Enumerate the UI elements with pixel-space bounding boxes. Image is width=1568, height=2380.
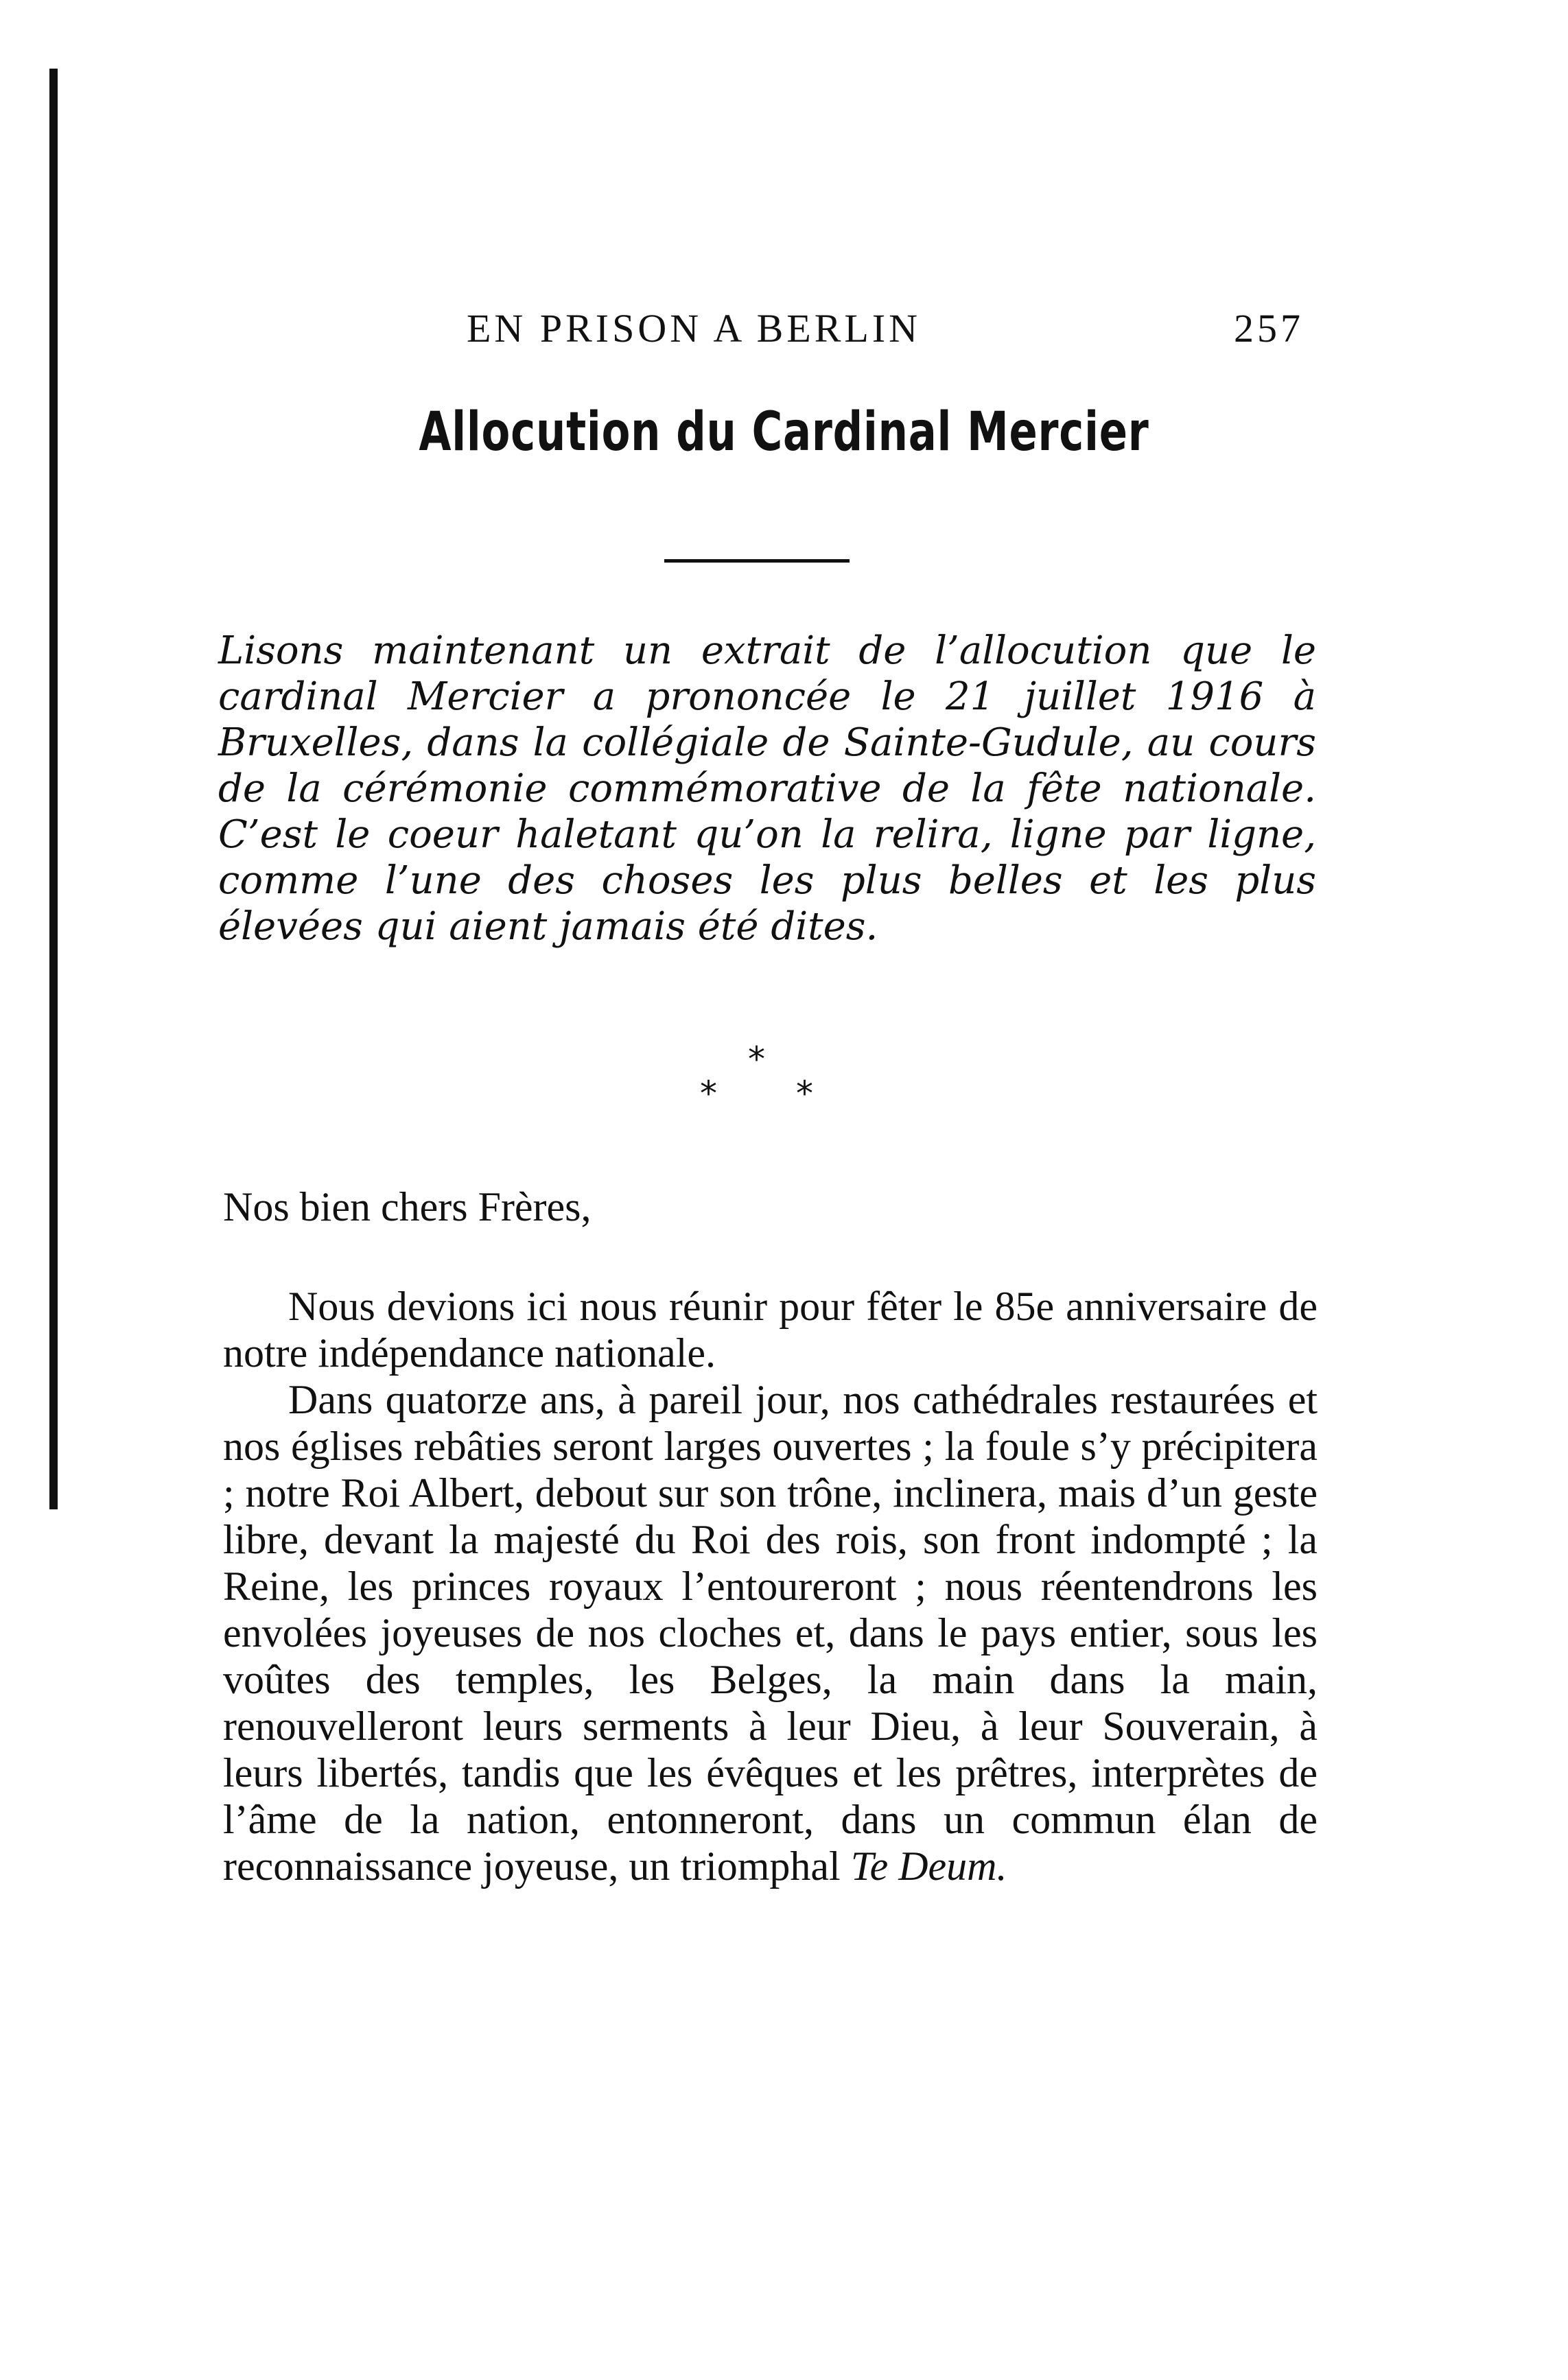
intro-paragraph: Lisons maintenant un extrait de l’allocution que le cardinal Mercier a prononcée le 21 juillet 1916 à Bruxelles, dans la collégiale de Sainte-Gudule, au cours de la cérémonie commémorative de la fête nationale. C’est le coeur haletant qu’on la relira, ligne par ligne, comme l’une des choses les plus belles et les plus élevées qui aient jamais été dites. — [218, 628, 1316, 949]
body-paragraph-1: Nous devions ici nous réunir pour fêter le 85e anniversaire de notre indépendance nationale. — [223, 1284, 1318, 1376]
body-text — [223, 1283, 1318, 1889]
body-paragraph-2-text: Dans quatorze ans, à pareil jour, nos cathédrales restaurées et nos églises rebâties seront larges ouvertes ; la foule s’y précipitera ; notre Roi Albert, debout sur son trône, inclinera, mais d’un geste libre, devant la majesté du Roi des rois, son front indompté ; la Reine, les princes royaux l’entoureront ; nous réentendrons les envolées joyeuses de nos cloches et, dans le pays entier, sous les voûtes des temples, les Belges, la main dans la main, renouvelleront leurs serments à leur Dieu, à leur Souverain, à leurs libertés, tandis que les évêques et les prêtres, interprètes de l’âme de la nation, entonneront, dans un commun élan de reconnaissance joyeuse, un triomphal — [223, 1377, 1318, 1889]
binding-edge — [49, 69, 58, 1509]
salutation: Nos bien chers Frères, — [223, 1184, 592, 1229]
section-title: Allocution du Cardinal Mercier — [419, 401, 1149, 463]
title-rule — [664, 559, 850, 563]
asterism-star-right: * — [796, 1074, 813, 1114]
asterism-star-top: * — [748, 1039, 765, 1079]
body-paragraph-2 — [223, 1376, 1318, 1889]
asterism — [686, 1039, 830, 1129]
running-header — [220, 305, 1304, 360]
running-title: EN PRISON A BERLIN — [467, 306, 922, 351]
page-number: 257 — [1234, 306, 1304, 351]
asterism-star-left: * — [700, 1074, 717, 1114]
te-deum-italic: Te Deum. — [850, 1843, 1007, 1889]
